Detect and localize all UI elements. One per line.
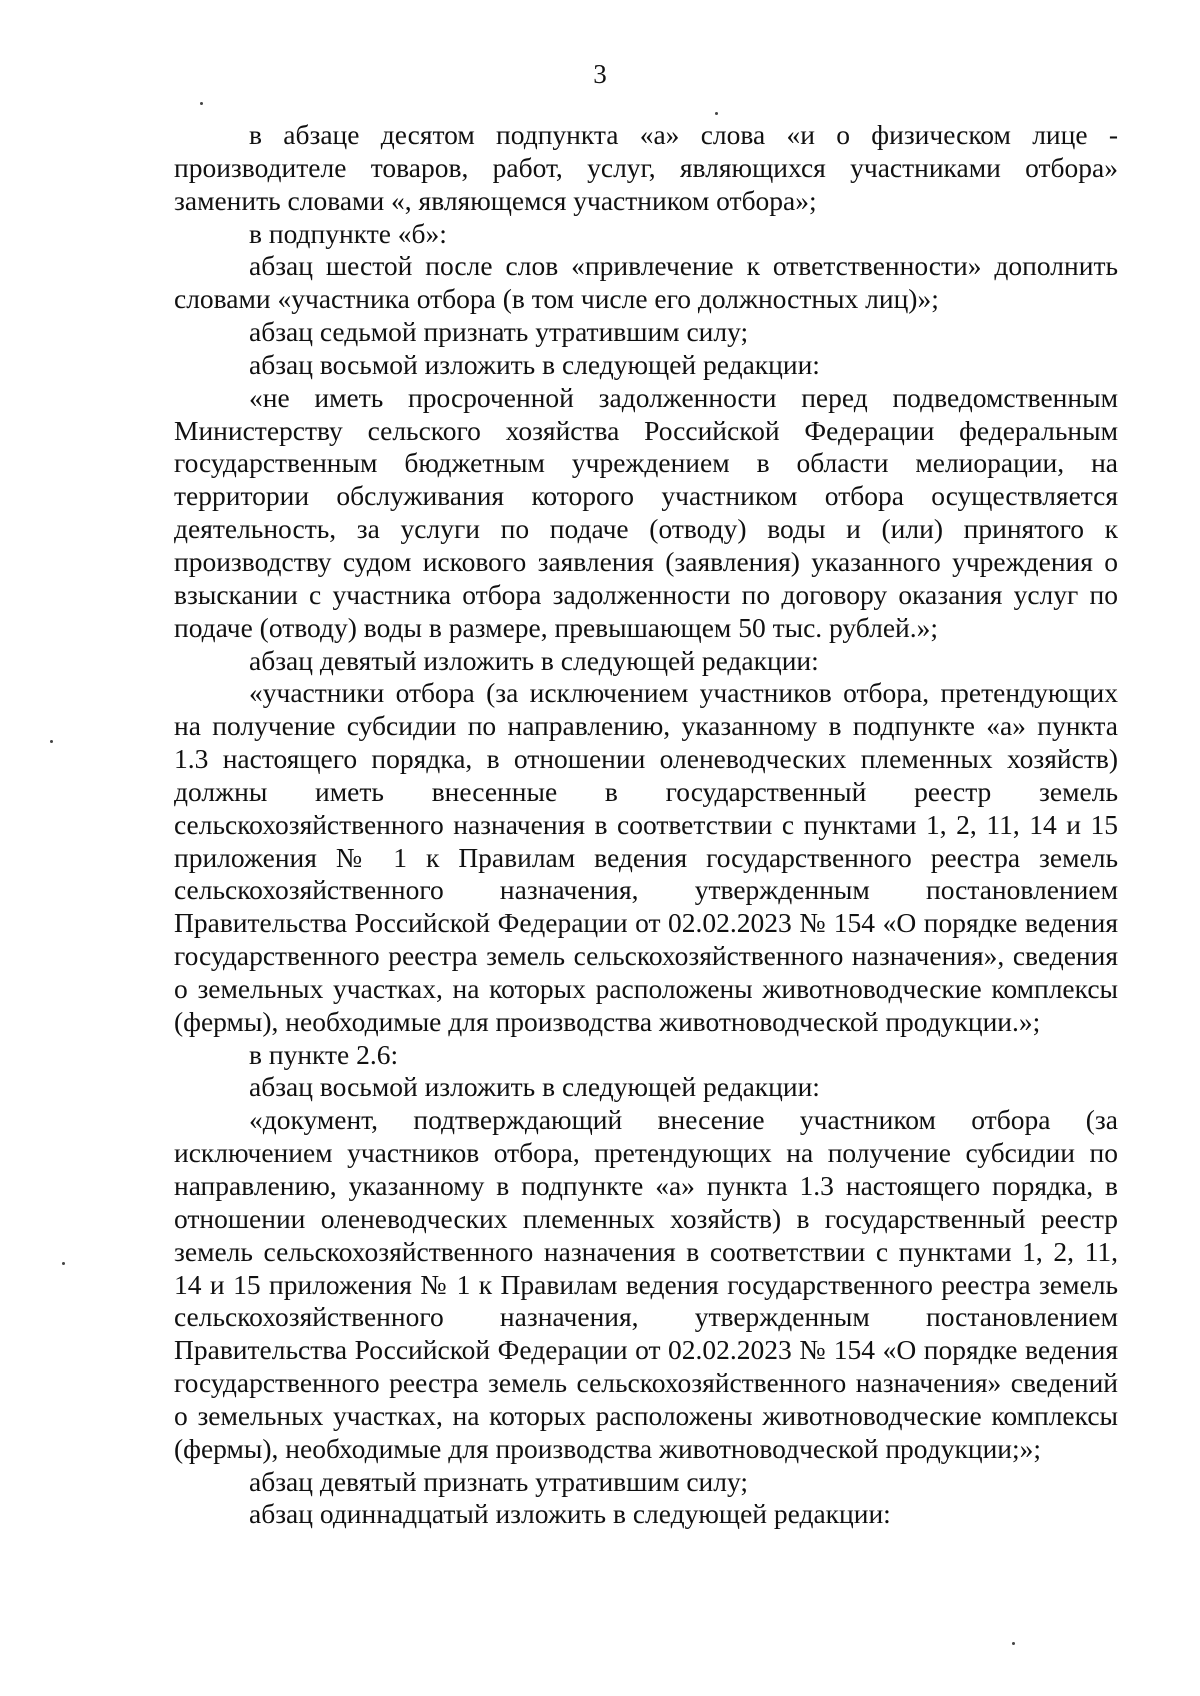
scan-speck xyxy=(715,112,718,115)
scan-speck xyxy=(1012,1642,1015,1645)
paragraph: в подпункте «б»: xyxy=(249,217,447,249)
paragraph: в пункте 2.6: xyxy=(249,1038,399,1070)
paragraph: «участники отбора (за исключением участников отбора, претендующих на получение субсидии по направлению, указанному в подпункте «а» пункта 1.3 настоящего порядка, в отношении оленеводческих племенных хозяйств) должны иметь внесенные в государственный реестр земель сельскохозяйственного назначения в соответствии с пунктами 1, 2, 11, 14 и 15 приложения № 1 к Правилам ведения государственного реестра земель сельскохозяйственного назначения, утвержденным постановлением Правительства Российской Федерации от 02.02.2023 № 154 «О порядке ведения государственного реестра земель сельскохозяйственного назначения», сведения о земельных участках, на которых расположены животноводческие комплексы (фермы), необходимые для производства животноводческой продукции.»; xyxy=(174,677,1118,1037)
paragraph: абзац девятый изложить в следующей редакции: xyxy=(249,644,819,676)
scan-speck xyxy=(200,102,203,105)
document-body xyxy=(174,119,1118,1531)
paragraph: «не иметь просроченной задолженности перед подведомственным Министерству сельского хозяйства Российской Федерации федеральным государственным бюджетным учреждением в области мелиорации, на территории обслуживания которого участником отбора осуществляется деятельность, за услуги по подаче (отводу) воды и (или) принятого к производству судом искового заявления (заявления) указанного учреждения о взыскании с участника отбора задолженности по договору оказания услуг по подаче (отводу) воды в размере, превышающем 50 тыс. рублей.»; xyxy=(174,381,1118,643)
paragraph: абзац восьмой изложить в следующей редакции: xyxy=(249,1071,820,1103)
paragraph: абзац седьмой признать утратившим силу; xyxy=(249,316,749,348)
scan-speck xyxy=(62,1262,65,1265)
paragraph: абзац девятый признать утратившим силу; xyxy=(249,1465,749,1497)
paragraph: «документ, подтверждающий внесение участником отбора (за исключением участников отбора, претендующих на получение субсидии по направлению, указанному в подпункте «а» пункта 1.3 настоящего порядка, в отношении оленеводческих племенных хозяйств) в государственный реестр земель сельскохозяйственного назначения в соответствии с пунктами 1, 2, 11, 14 и 15 приложения № 1 к Правилам ведения государственного реестра земель сельскохозяйственного назначения, утвержденным постановлением Правительства Российской Федерации от 02.02.2023 № 154 «О порядке ведения государственного реестра земель сельскохозяйственного назначения» сведений о земельных участках, на которых расположены животноводческие комплексы (фермы), необходимые для производства животноводческой продукции;»; xyxy=(174,1104,1118,1464)
paragraph: абзац одиннадцатый изложить в следующей редакции: xyxy=(249,1498,891,1530)
paragraph: абзац шестой после слов «привлечение к ответственности» дополнить словами «участника отбора (в том числе его должностных лиц)»; xyxy=(174,250,1118,315)
paragraph: в абзаце десятом подпункта «а» слова «и о физическом лице - производителе товаров, работ, услуг, являющихся участниками отбора» заменить словами «, являющемся участником отбора»; xyxy=(174,119,1118,216)
paragraph: абзац восьмой изложить в следующей редакции: xyxy=(249,348,820,380)
page-number: 3 xyxy=(593,59,607,89)
scan-speck xyxy=(50,740,53,743)
